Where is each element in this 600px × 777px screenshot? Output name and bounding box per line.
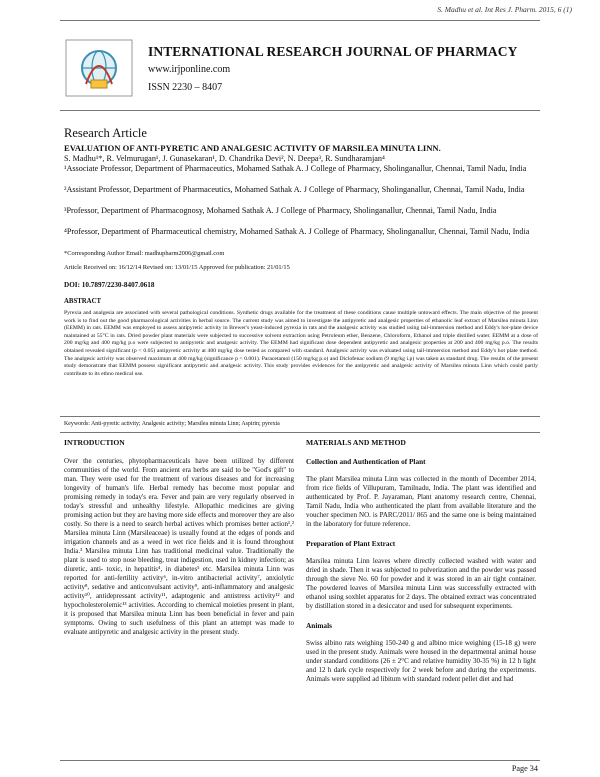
section-heading-materials: MATERIALS AND METHOD <box>306 438 406 447</box>
subsection-heading-animals: Animals <box>306 621 332 630</box>
journal-name: INTERNATIONAL RESEARCH JOURNAL OF PHARMACY <box>148 44 518 59</box>
running-head: S. Madhu et al. Int Res J. Pharm. 2015, 6 (1) <box>437 5 572 14</box>
subsection-heading-collection: Collection and Authentication of Plant <box>306 457 426 466</box>
collection-paragraph: The plant Marsilea minuta Linn was collected in the month of December 2014, from rice fields of Villupuram, Tamilnadu, India. The plant was identified and authenticated by Prof. P. Jayaraman, Plant anatomy research centre, Chennai, Tamil Nadu, India who authenticated the plant from available literature and the voucher specimen NO. is PARC/2011/ 865 and the same one is being maintained in the laboratory for future reference. <box>306 475 536 528</box>
affiliation-4: ⁴Professor, Department of Pharmaceutical chemistry, Mohamed Sathak A. J College of Pharmacy, Sholinganallur, Chennai, Tamil Nadu, India <box>64 227 530 236</box>
corresponding-author: *Corresponding Author Email: madhupharm2006@gmail.com <box>64 250 225 257</box>
footer-rule <box>60 760 540 761</box>
keywords: Keywords: Anti-pyretic activity; Analgesic activity; Marsilea minuta Linn; Aspirin; pyrexia <box>64 421 280 427</box>
article-type: Research Article <box>64 126 147 140</box>
journal-issn: ISSN 2230 – 8407 <box>148 82 223 93</box>
keywords-rule <box>60 432 540 433</box>
abstract-rule <box>60 416 540 417</box>
affiliation-1: ¹Associate Professor, Department of Pharmaceutics, Mohamed Sathak A. J College of Pharmacy, Sholinganallur, Chennai, Tamil Nadu, India <box>64 164 527 173</box>
right-column <box>306 438 536 694</box>
left-column <box>64 438 294 647</box>
paper-title: EVALUATION OF ANTI-PYRETIC AND ANALGESIC ACTIVITY OF MARSILEA MINUTA LINN. <box>64 143 441 153</box>
subsection-heading-extract: Preparation of Plant Extract <box>306 539 396 548</box>
section-heading-introduction: INTRODUCTION <box>64 438 125 447</box>
abstract-heading: ABSTRACT <box>64 298 102 305</box>
journal-url[interactable]: www.irjponline.com <box>148 64 231 75</box>
abstract-text: Pyrexia and analgesia are associated with several pathological conditions. Synthetic drugs available for the treatment of these conditions cause multiple untoward effects. The main objective of the present work is to find out the good pharmacological activities in herbal source. The current study was aimed to investigate the antipyretic and analgesic properties of ethanolic leaf extract of Marsilea minuta Linn (EEMM) in rats. EEMM was employed to assess antipyretic activity in Brewer's yeast-induced pyrexia in rats and the analgesic activity was studied using tail-immersion method and Eddy's hot-plate device maintained at 55°C in rats. Dried powder plant materials were subjected to successive solvent extraction using Petroleum ether, Benzene, Chloroform, Ethanol and triple distilled water. EEMM at a dose of 200 mg/kg and 400 mg/kg p.o were subjected to antipyretic and analgesic activity. The EEMM had significant dose dependent antipyretic and analgesic properties at 200 and 400 mg/kg p.o. The results obtained revealed significant (p < 0.05) antipyretic activity at 400 mg/kg dose tested as compared with standard. Analgesic activity was evaluated using tail-immersion method and Eddy's hot plate method. The analgesic activity was observed maximum at 400 mg/kg (significance p < 0.001). Paracetamol (150 mg/kg p.o) and Diclofenac sodium (9 mg/kg i.p) was taken as standard drug. The results of the present study demonstrate that EEMM possess significant antipyretic and analgesic activity. This study provides evidences for the antipyretic and analgesic activity of Marsilea minuta Linn which could partly contribute to its ethno medical use. <box>64 310 538 377</box>
article-dates: Article Received on: 16/12/14 Revised on: 13/01/15 Approved for publication: 21/01/15 <box>64 264 290 271</box>
header-rule <box>60 20 540 21</box>
extract-paragraph: Marsilea minuta Linn leaves where directly collected washed with water and dried in shade. Then it was subjected to pulverization and the powder was passed through the sieve No. 60 for powder and it was stored in an air tight container. The powdered leaves of Marsilea minuta Linn was successfully extracted with ethanol using soxhlet apparatus for 2 days. The obtained extract was concentrated by distillation stored in a desiccator and used for subsequent experiments. <box>306 557 536 610</box>
affiliation-2: ²Assistant Professor, Department of Pharmaceutics, Mohamed Sathak A. J College of Pharmacy, Sholinganallur, Chennai, Tamil Nadu, India <box>64 185 525 194</box>
masthead-rule <box>60 110 540 111</box>
affiliation-3: ³Professor, Department of Pharmacognosy, Mohamed Sathak A. J College of Pharmacy, Sholinganallur, Chennai, Tamil Nadu, India <box>64 206 497 215</box>
doi[interactable]: DOI: 10.7897/2230-8407.0618 <box>64 281 155 289</box>
page-number: Page 34 <box>511 764 538 773</box>
animals-paragraph: Swiss albino rats weighing 150-240 g and albino mice weighing (15-18 g) were used in the present study. Animals were housed in the departmental animal house under standard conditions (26 ± 2°C and relative humidity 30-35 %) in 12 h light and 12 h dark cycle respectively for 2 week before and during the experiments. Animals were supplied ad libitum with standard rodent pellet diet and had <box>306 639 536 683</box>
introduction-paragraph: Over the centuries, phytopharmaceuticals have been utilized by different communities of the world. From ancient era herbs are said to be "God's gift" to man. They were used for the treatment of various diseases and for increasing longevity of human's life. Herbal remedy has become most popular and promising remedy in today's era. Fever and pain are very regularly observed in today's stressful and unhealthy lifestyle. Allopathic medicines are giving promising action but they are having more side effects and moreover they are also costly. So there is a need to search herbal actives which promises better action¹,² Marsilea minuta Linn (Marsileaceae) is usually found at the edges of ponds and irrigation channels and as a weed in wet rice fields and it is found throughout India.³ Marsilea minuta Linn has traditional medicinal value. Traditionally the plant is used to stop nose bleeding, treat indigestion, used in kidney infection; as diuretic, anti- toxic, in hepatitis⁴, in diabetes⁵ etc. Marsilea minuta Linn was reported for anti-fertility activity⁶, in-vitro antibacterial activity⁷, anxiolytic activity⁸, sedative and anticonvulsant activity⁹, anti-inflammatory and analgesic activity¹⁰, antidepressant activity¹¹, adaptogenic and antistress activity¹² and hypocholesterolemic¹³ activities. According to chemical moieties present in plant, it is proposed that Marsilea minuta Linn has been beneficial in fever and pain symptoms. Owing to such usefulness of this plant an attempt was made to evaluate antipyretic and analgesic activity in the present study. <box>64 457 294 636</box>
journal-logo-icon <box>64 38 134 98</box>
author-list: S. Madhu¹*, R. Velmurugan¹, J. Gunasekaran¹, D. Chandrika Devi², N. Deepa³, R. Sundharamjan⁴ <box>64 154 385 163</box>
